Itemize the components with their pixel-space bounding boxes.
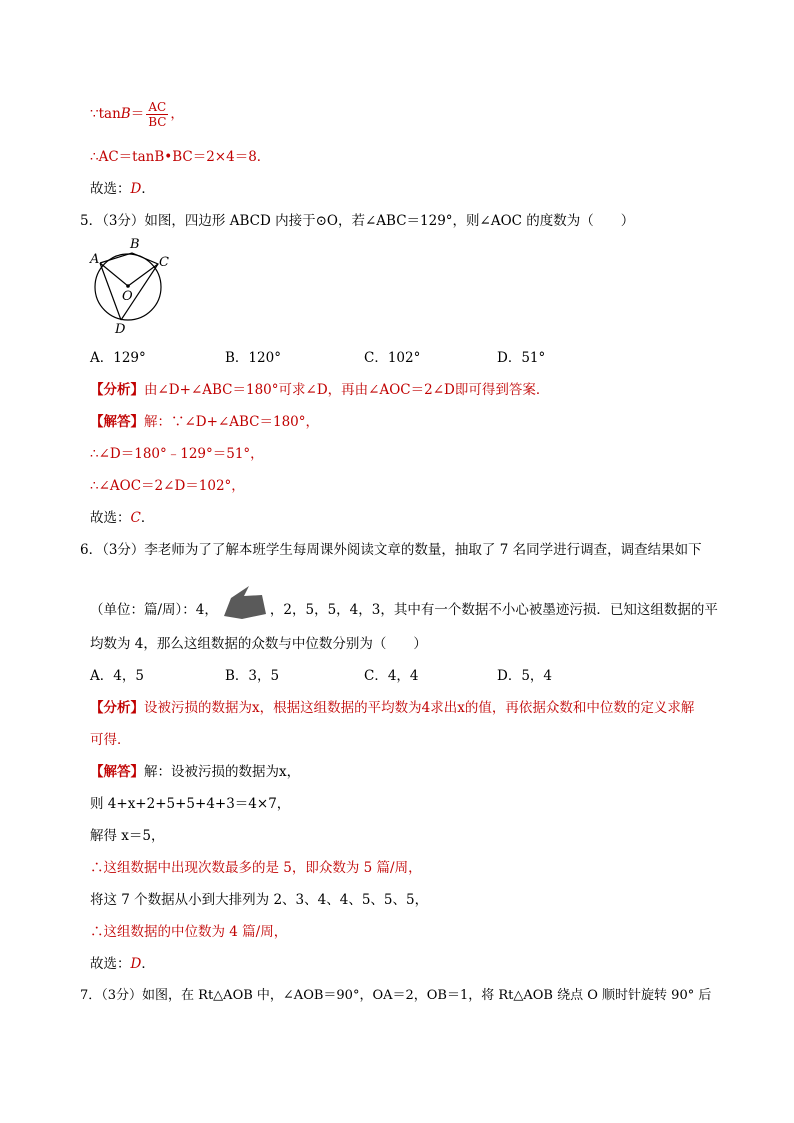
answer-letter: D	[130, 181, 142, 197]
answer-prefix: 故选：	[90, 956, 131, 972]
solution-q6-step6: ∴这组数据的中位数为 4 篇/周，	[90, 924, 288, 940]
option-a: A．4，5	[90, 668, 144, 684]
analysis-q6-continued: 可得．	[90, 732, 131, 748]
fraction	[146, 100, 168, 129]
solution-text: 解：设被污损的数据为x，	[144, 764, 301, 780]
segment-oc	[128, 264, 158, 286]
label-d: D	[115, 322, 126, 334]
question-7-stem: 7．（3分）如图，在 Rt△AOB 中，∠AOB＝90°，OA＝2，OB＝1，将 Rt△AOB 绕点 O 顺时针旋转 90° 后	[80, 988, 712, 1003]
option-b: B．3，5	[225, 668, 280, 684]
label-c: C	[159, 255, 169, 270]
question-5-stem: 5．（3分）如图，四边形 ABCD 内接于⊙O，若∠ABC＝129°，则∠AOC 的度数为（ ）	[80, 213, 635, 229]
variable: B	[120, 106, 131, 122]
answer-suffix: ．	[140, 510, 155, 526]
analysis-text: 由∠D+∠ABC＝180°可求∠D，再由∠AOC＝2∠D即可得到答案．	[144, 382, 550, 398]
answer-prefix: 故选：	[90, 510, 131, 526]
analysis-q5	[90, 378, 549, 398]
circle-figure	[88, 234, 174, 334]
answer-suffix: ．	[141, 956, 155, 972]
solution-q5-step2: ∴∠D＝180°﹣129°＝51°，	[90, 446, 264, 462]
solution-q5-step3: ∴∠AOC＝2∠D＝102°，	[90, 478, 245, 494]
label-a: A	[90, 252, 100, 267]
solution-text: 解：∵∠D+∠ABC＝180°，	[144, 414, 320, 430]
option-d: D．5，4	[497, 668, 553, 684]
label-b: B	[130, 237, 140, 252]
answer-line-q5	[90, 506, 154, 526]
answer-suffix: ．	[141, 181, 155, 197]
solution-line-ac: ∴AC＝tanB•BC＝2×4＝8．	[90, 149, 271, 165]
analysis-q6	[90, 696, 694, 716]
solution-q5	[90, 410, 319, 430]
answer-line-q4	[90, 177, 155, 197]
option-d: D．51°	[497, 350, 546, 366]
label-o: O	[122, 289, 133, 304]
analysis-tag: 【分析】	[90, 700, 144, 716]
solution-tag: 【解答】	[90, 414, 144, 430]
center-point	[126, 284, 130, 288]
text-fragment: ，	[170, 106, 184, 122]
analysis-text: 设被污损的数据为x，根据这组数据的平均数为4求出x的值，再依据众数和中位数的定义求解	[144, 700, 695, 716]
option-b: B．120°	[225, 350, 281, 366]
question-6-stem-line1: 6．（3分）李老师为了了解本班学生每周课外阅读文章的数量，抽取了 7 名同学进行调查，调查结果如下	[80, 542, 702, 558]
ink-blot-image	[222, 583, 266, 619]
option-c: C．102°	[364, 350, 421, 366]
option-a: A．129°	[90, 350, 146, 366]
analysis-tag: 【分析】	[90, 382, 144, 398]
text-fragment: ∵tan	[90, 106, 121, 122]
answer-prefix: 故选：	[90, 181, 131, 197]
question-6-stem-line3: 均数为 4，那么这组数据的众数与中位数分别为（ ）	[90, 636, 427, 652]
answer-line-q6	[90, 952, 155, 972]
solution-q6-step4: ∴这组数据中出现次数最多的是 5，即众数为 5 篇/周，	[90, 860, 422, 876]
fraction-denominator: BC	[148, 115, 167, 129]
fraction-numerator: AC	[146, 100, 168, 115]
stem-fragment: ，2，5，5，4，3，其中有一个数据不小心被墨迹污损．已知这组数据的平	[269, 602, 718, 618]
solution-line-tan	[90, 100, 184, 129]
answer-letter: D	[130, 956, 142, 972]
question-6-stem-line2	[90, 598, 718, 619]
solution-q6-step3: 解得 x＝5，	[90, 828, 165, 844]
solution-q6-step2: 则 4+x+2+5+5+4+3＝4×7，	[90, 796, 291, 812]
option-c: C．4，4	[364, 668, 419, 684]
solution-q6	[90, 760, 300, 780]
text-fragment: ＝	[130, 106, 145, 122]
answer-letter: C	[130, 510, 141, 526]
solution-q6-step5: 将这 7 个数据从小到大排列为 2、3、4、4、5、5、5，	[90, 892, 429, 908]
solution-tag: 【解答】	[90, 764, 144, 780]
stem-fragment: （单位：篇/周）：4，	[90, 602, 218, 618]
